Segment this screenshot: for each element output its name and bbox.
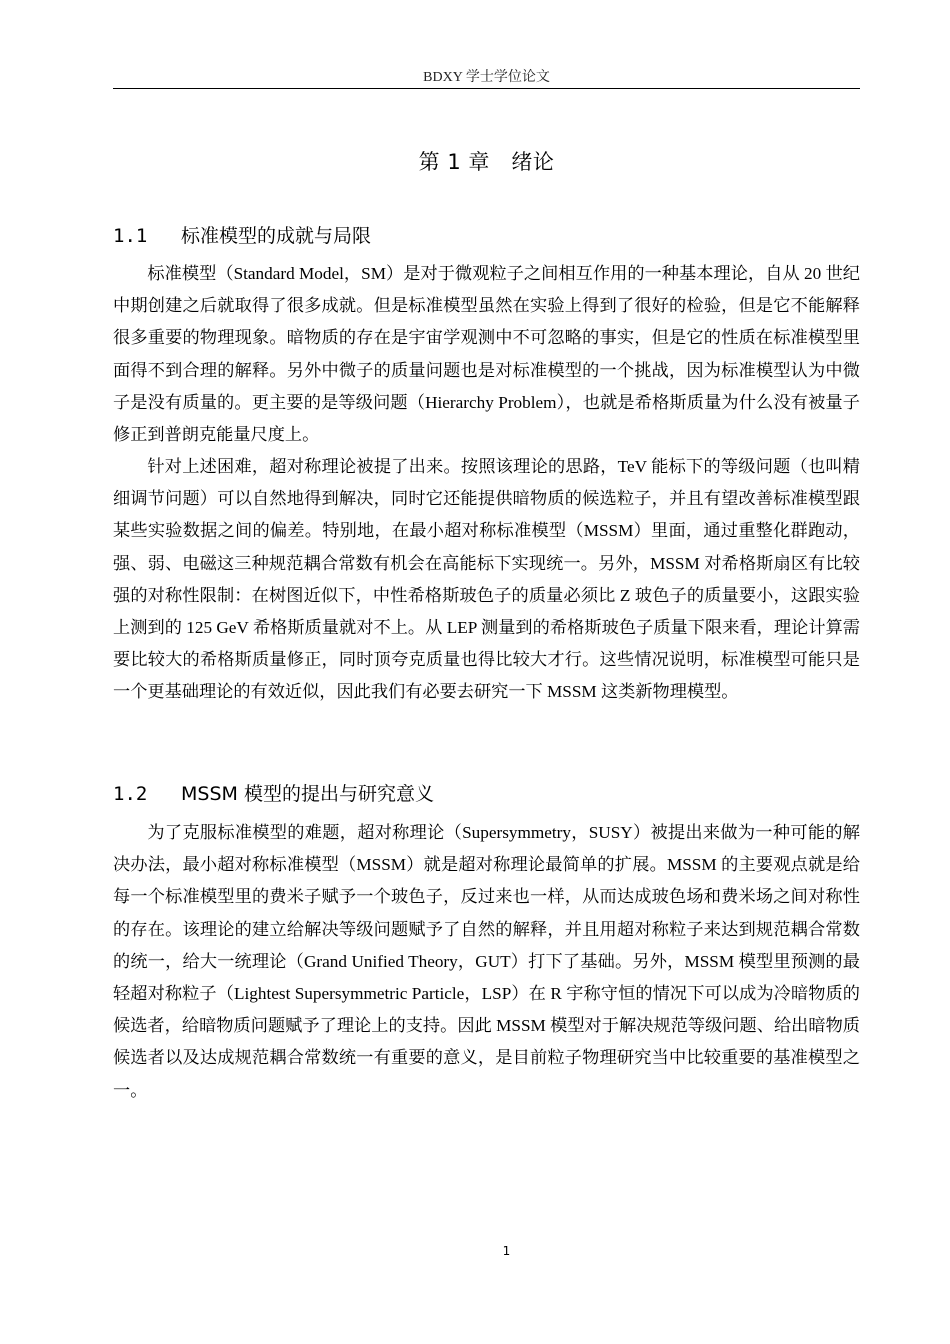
section-heading-1-1 xyxy=(113,221,371,248)
paragraph: 针对上述困难，超对称理论被提了出来。按照该理论的思路，TeV 能标下的等级问题（也叫精细调节问题）可以自然地得到解决，同时它还能提供暗物质的候选粒子，并且有望改善标准模型跟某些实验数据之间的偏差。特别地，在最小超对称标准模型（MSSM）里面，通过重整化群跑动，强、弱、电磁这三种规范耦合常数有机会在高能标下实现统一。另外，MSSM 对希格斯扇区有比较强的对称性限制：在树图近似下，中性希格斯玻色子的质量必须比 Z 玻色子的质量要小，这跟实验上测到的 125 GeV 希格斯质量就对不上。从 LEP 测量到的希格斯玻色子质量下限来看，理论计算需要比较大的希格斯质量修正，同时顶夸克质量也得比较大才行。这些情况说明，标准模型可能只是一个更基础理论的有效近似，因此我们有必要去研究一下 MSSM 这类新物理模型。 xyxy=(113,457,860,702)
chapter-title: 第 1 章 绪论 xyxy=(418,150,555,174)
page-number: 1 xyxy=(502,1244,511,1258)
section-number: 1.1 xyxy=(113,225,148,247)
running-header: BDXY 学士学位论文 xyxy=(423,70,550,85)
section-heading-1-2 xyxy=(113,779,434,806)
section-title: MSSM 模型的提出与研究意义 xyxy=(181,783,434,805)
header-rule xyxy=(113,88,860,89)
section-title: 标准模型的成就与局限 xyxy=(181,225,372,247)
section-number: 1.2 xyxy=(113,783,148,805)
paragraph: 为了克服标准模型的难题，超对称理论（Supersymmetry，SUSY）被提出来做为一种可能的解决办法，最小超对称标准模型（MSSM）就是超对称理论最简单的扩展。MSSM 的主要观点就是给每一个标准模型里的费米子赋予一个玻色子，反过来也一样，从而达成玻色场和费米场之间对称性的存在。该理论的建立给解决等级问题赋予了自然的解释，并且用超对称粒子来达到规范耦合常数的统一，给大一统理论（Grand Unified Theory，GUT）打下了基础。另外，MSSM 模型里预测的最轻超对称粒子（Lightest Supersymmetric Particle，LSP）在 R 宇称守恒的情况下可以成为冷暗物质的候选者，给暗物质问题赋予了理论上的支持。因此 MSSM 模型对于解决规范等级问题、给出暗物质候选者以及达成规范耦合常数统一有重要的意义，是目前粒子物理研究当中比较重要的基准模型之一。 xyxy=(113,823,860,1100)
paragraph: 标准模型（Standard Model，SM）是对于微观粒子之间相互作用的一种基本理论，自从 20 世纪中期创建之后就取得了很多成就。但是标准模型虽然在实验上得到了很好的检验，但是它不能解释很多重要的物理现象。暗物质的存在是宇宙学观测中不可忽略的事实，但是它的性质在标准模型里面得不到合理的解释。另外中微子的质量问题也是对标准模型的一个挑战，因为标准模型认为中微子是没有质量的。更主要的是等级问题（Hierarchy Problem），也就是希格斯质量为什么没有被量子修正到普朗克能量尺度上。 xyxy=(113,264,860,445)
